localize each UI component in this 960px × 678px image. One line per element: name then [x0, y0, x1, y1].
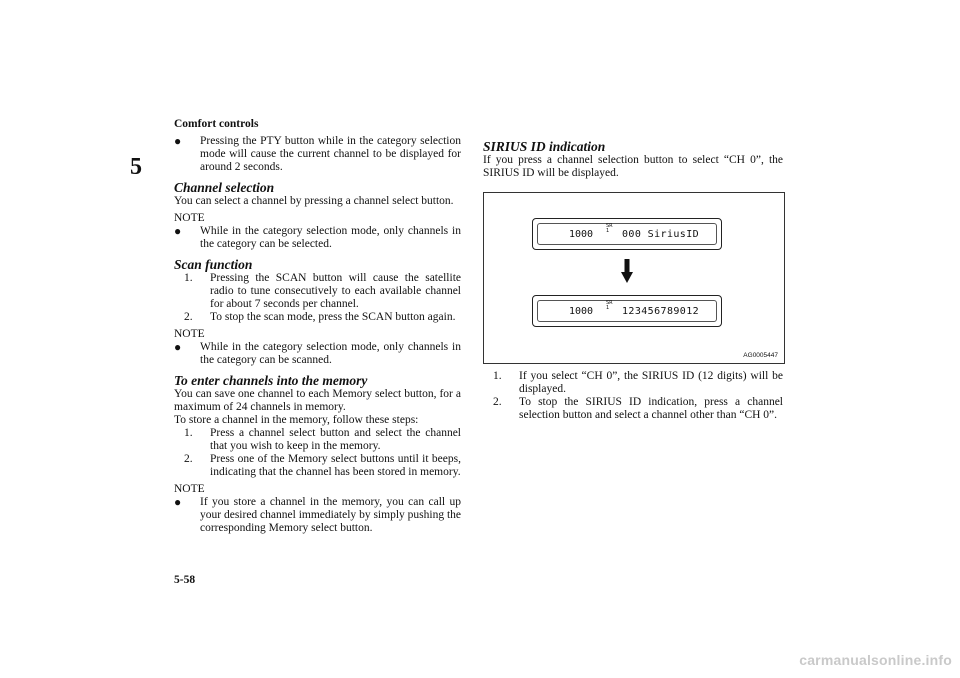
- memory-body-1: You can save one channel to each Memory select button, for a maximum of 24 channels in memory.: [174, 388, 461, 413]
- arrow-down-icon: [621, 259, 633, 283]
- chapter-number: 5: [130, 154, 142, 180]
- display-code: 1000: [569, 229, 594, 240]
- display-panel-ch0: [532, 218, 722, 250]
- watermark: carmanualsonline.info: [799, 652, 952, 668]
- memory-step-1: 1. Press a channel select button and select the channel that you wish to keep in the memory.: [184, 427, 461, 452]
- channel-selection-body: You can select a channel by pressing a channel select button.: [174, 195, 454, 207]
- note-label: NOTE: [174, 212, 205, 224]
- channel-selection-heading: Channel selection: [174, 180, 275, 195]
- display-small-label: SR 1: [606, 223, 613, 234]
- scan-step-2: 2. To stop the scan mode, press the SCAN button again.: [184, 311, 456, 323]
- memory-step-2: 2. Press one of the Memory select buttons until it beeps, indicating that the channel has been stored in memory.: [184, 453, 461, 478]
- display-value: 123456789012: [622, 306, 700, 317]
- display-value: 000 SiriusID: [622, 229, 700, 240]
- sirius-id-heading: SIRIUS ID indication: [483, 139, 606, 154]
- bullet-icon: ●: [174, 340, 182, 354]
- display-code: 1000: [569, 306, 594, 317]
- memory-body-2: To store a channel in the memory, follow these steps:: [174, 414, 419, 426]
- bullet-icon: ●: [174, 134, 182, 148]
- sirius-id-figure: [483, 192, 785, 364]
- sirius-step-1: 1. If you select “CH 0”, the SIRIUS ID (12 digits) will be displayed.: [493, 370, 783, 395]
- page-number: 5-58: [174, 574, 196, 586]
- bullet-icon: ●: [174, 495, 182, 509]
- intro-bullet: ● Pressing the PTY button while in the category selection mode will cause the current channel to be displayed for around 2 seconds.: [174, 134, 461, 173]
- display-panel-sirius-id: [532, 295, 722, 327]
- sirius-step-2: 2. To stop the SIRIUS ID indication, press a channel selection button and select a channel other than “CH 0”.: [493, 396, 783, 421]
- scan-step-1: 1. Pressing the SCAN button will cause the satellite radio to tune consecutively to each available channel for about 7 seconds per channel.: [184, 272, 461, 310]
- section-title: Comfort controls: [174, 118, 259, 130]
- sirius-id-steps: [483, 370, 783, 422]
- memory-note: ● If you store a channel in the memory, you can call up your desired channel immediately by simply pushing the corresponding Memory select button.: [174, 495, 461, 534]
- note-label: NOTE: [174, 328, 205, 340]
- bullet-icon: ●: [174, 224, 182, 238]
- scan-function-note: ● While in the category selection mode, only channels in the category can be scanned.: [174, 340, 461, 366]
- channel-selection-note: ● While in the category selection mode, only channels in the category can be selected.: [174, 224, 461, 250]
- sirius-id-body: If you press a channel selection button to select “CH 0”, the SIRIUS ID will be displayed.: [483, 154, 783, 179]
- figure-code: AG0005447: [743, 352, 778, 359]
- note-label: NOTE: [174, 483, 205, 495]
- right-column-text: [483, 139, 783, 180]
- left-column: [174, 135, 461, 535]
- scan-function-heading: Scan function: [174, 257, 253, 272]
- memory-heading: To enter channels into the memory: [174, 373, 368, 388]
- display-small-label: SR 1: [606, 300, 613, 311]
